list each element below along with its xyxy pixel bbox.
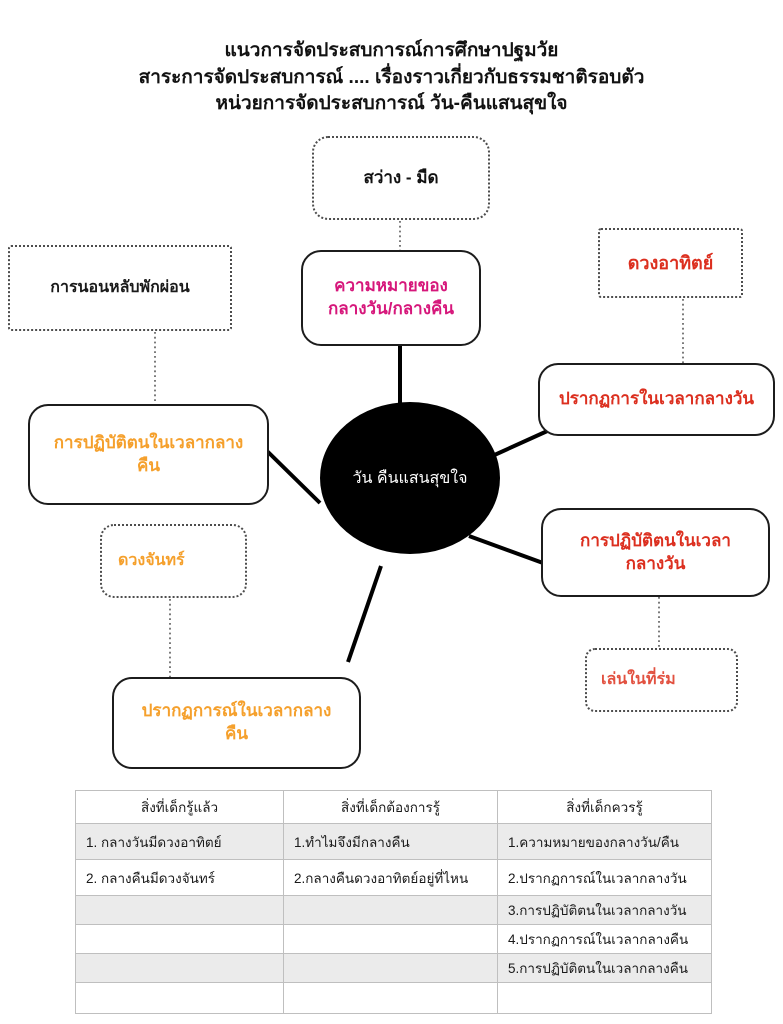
node-day-practice-line1: การปฏิบัติตนในเวลา [580,530,731,550]
node-moon [100,524,247,598]
table-header-known: สิ่งที่เด็กรู้แล้ว [76,791,284,824]
title-line-3: หน่วยการจัดประสบการณ์ วัน-คืนแสนสุขใจ [215,93,568,115]
connector-center-to-day-practice [469,536,543,563]
node-day-practice-line2: กลางวัน [625,553,686,573]
center-topic-label: วัน คืนแสนสุขใจ [352,469,468,487]
table-cell: 4.ปรากฏการณ์ในเวลากลางคืน [498,925,712,954]
node-sleep [8,245,232,331]
table-row [76,983,712,1014]
table-cell: 1.ทำไมจึงมีกลางคืน [284,824,498,860]
table-row [76,860,712,896]
table-header-should-know: สิ่งที่เด็กควรรู้ [498,791,712,824]
table-row [76,824,712,860]
connector-center-to-night-phenomenon [348,566,381,662]
node-night-practice-line1: การปฏิบัติตนในเวลากลาง [53,432,244,452]
node-shade-label: เล่นในที่ร่ม [601,671,676,689]
node-meaning [301,250,481,346]
table-cell [76,954,284,983]
table-cell: 1.ความหมายของกลางวัน/คืน [498,824,712,860]
node-sun [598,228,743,298]
node-moon-label: ดวงจันทร์ [118,552,185,570]
node-night-practice [28,404,269,505]
node-day-phenomenon [538,363,775,436]
table-cell: 1. กลางวันมีดวงอาทิตย์ [76,824,284,860]
node-shade [585,648,738,712]
table-cell: 2.ปรากฏการณ์ในเวลากลางวัน [498,860,712,896]
table-cell: 2. กลางคืนมีดวงจันทร์ [76,860,284,896]
node-night-practice-line2: คืน [137,455,160,475]
node-bright-dark-label: สว่าง - มืด [363,167,439,187]
table-cell [284,925,498,954]
table-cell [76,983,284,1014]
title-line-2: สาระการจัดประสบการณ์ .... เรื่องราวเกี่ยวกับธรรมชาติรอบตัว [138,66,645,88]
table-cell: 3.การปฏิบัติตนในเวลากลางวัน [498,896,712,925]
connector-center-to-day-phenomenon [490,428,554,457]
table-cell [284,983,498,1014]
kwl-table [75,790,712,1014]
table-cell: 2.กลางคืนดวงอาทิตย์อยู่ที่ไหน [284,860,498,896]
title-line-1: แนวการจัดประสบการณ์การศึกษาปฐมวัย [224,40,559,61]
node-night-phenomenon-line2: คืน [225,724,248,743]
table-cell [284,896,498,925]
node-day-practice [541,508,770,597]
table-cell [284,954,498,983]
table-cell [76,925,284,954]
node-bright-dark [312,136,490,220]
page-title [0,38,783,118]
node-night-phenomenon [112,677,361,769]
connector-center-to-night-practice [266,450,320,503]
node-meaning-line2: กลางวัน/กลางคืน [328,299,454,318]
table-row [76,896,712,925]
table-row [76,925,712,954]
node-sleep-label: การนอนหลับพักผ่อน [50,279,190,297]
node-day-phenomenon-label: ปรากฏการในเวลากลางวัน [558,389,755,409]
table-header-want-to-know: สิ่งที่เด็กต้องการรู้ [284,791,498,824]
node-sun-label: ดวงอาทิตย์ [627,252,714,273]
node-meaning-line1: ความหมายของ [334,276,448,296]
table-cell [498,983,712,1014]
node-night-phenomenon-line1: ปรากฏการณ์ในเวลากลาง [141,701,332,721]
center-topic-ellipse [320,402,500,554]
table-cell: 5.การปฏิบัติตนในเวลากลางคืน [498,954,712,983]
table-row [76,954,712,983]
table-cell [76,896,284,925]
table-header-row [76,791,712,824]
